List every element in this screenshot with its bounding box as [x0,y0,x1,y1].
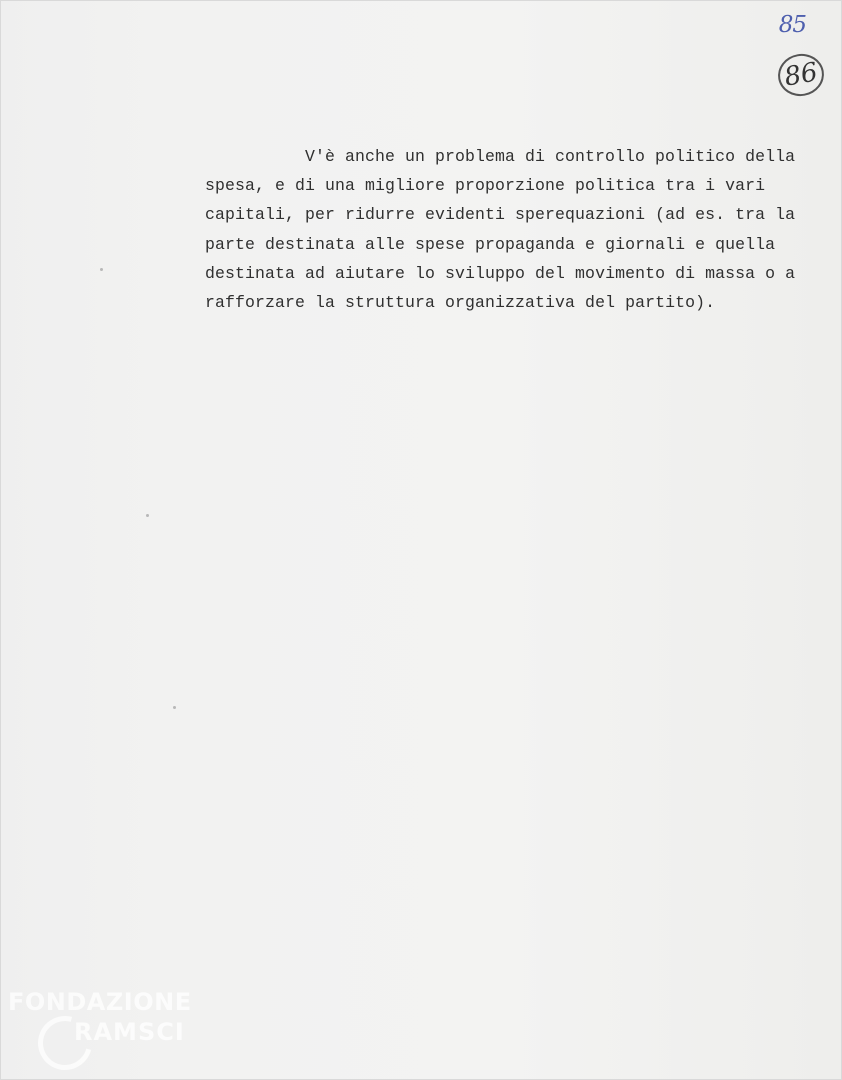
text-line: V'è anche un problema di controllo politico della [305,147,796,166]
text-line: spesa, e di una migliore proporzione politica tra i vari [205,176,766,196]
paper-speck [100,268,103,271]
paper-speck [146,514,149,517]
handwritten-page-number: 85 [778,12,806,38]
typewritten-paragraph [205,142,825,317]
fondazione-gramsci-watermark [8,988,228,1070]
text-line: destinata ad aiutare lo sviluppo del movimento di massa o a [205,263,796,283]
paper-speck [173,706,176,709]
watermark-line-1: FONDAZIONE [8,988,192,1016]
watermark-line-2: RAMSCI [74,1018,185,1046]
circled-page-number: 86 [775,50,828,99]
text-line: parte destinata alle spese propaganda e giornali e quella [205,234,776,254]
text-line: rafforzare la struttura organizzativa del partito). [205,293,716,313]
text-line: capitali, per ridurre evidenti sperequazioni (ad es. tra la [205,205,796,225]
page-number-annotations [768,10,828,106]
